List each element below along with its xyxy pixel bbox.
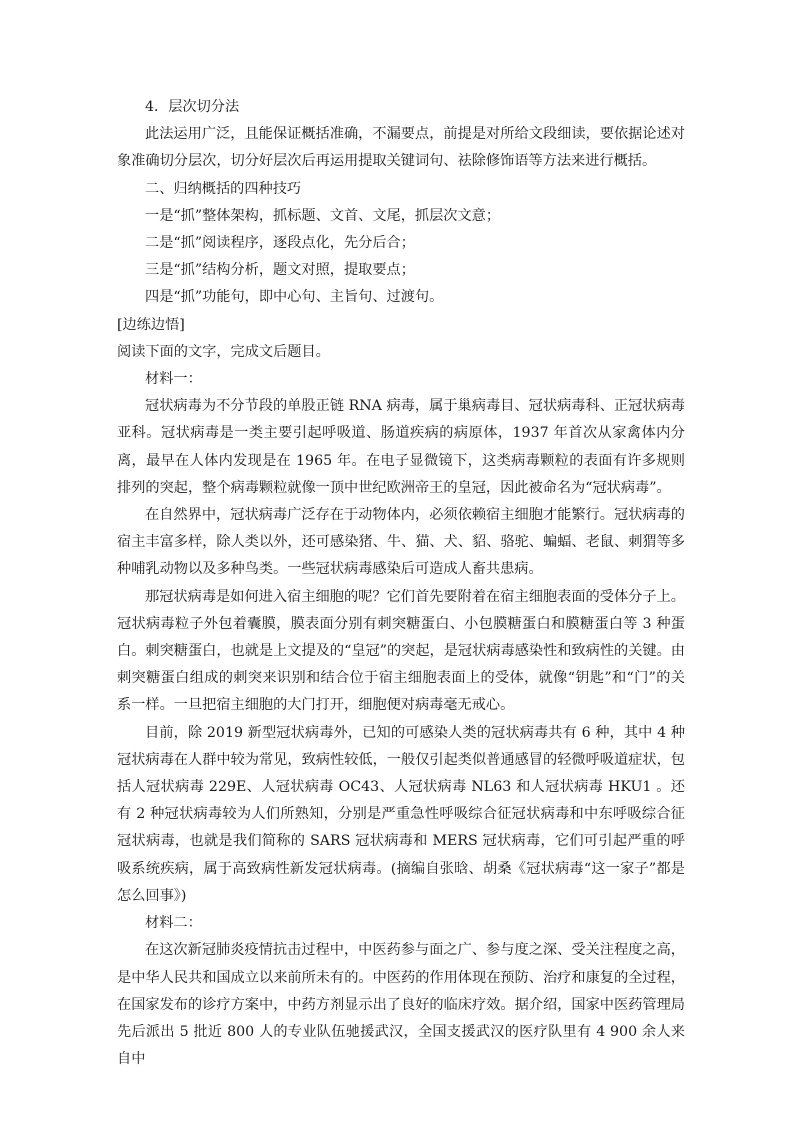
- material1-paragraph-4: 目前，除 2019 新型冠状病毒外，已知的可感染人类的冠状病毒共有 6 种，其中 4 种冠状病毒在人群中较为常见，致病性较低，一般仅引起类似普通感冒的轻微呼吸道症状，包括人冠状病毒 229E、人冠状病毒 OC43、人冠状病毒 NL63 和人冠状病毒 HKU1 。还有 2 种冠状病毒较为人们所熟知，分别是严重急性呼吸综合征冠状病毒和中东呼吸综合征冠状病毒，也就是我们简称的 SARS 冠状病毒和 MERS 冠状病毒，它们可引起严重的呼吸系统疾病，属于高致病性新发冠状病毒。(摘编自张晗、胡桑《冠状病毒“这一家子”都是怎么回事》): [117, 724, 685, 904]
- technique-3: 三是“抓”结构分析，题文对照，提取要点；: [145, 262, 415, 279]
- material1-paragraph-1: 冠状病毒为不分节段的单股正链 RNA 病毒，属于巢病毒目、冠状病毒科、正冠状病毒亚科。冠状病毒是一类主要引起呼吸道、肠道疾病的病原体，1937 年首次从家禽体内分离，最早在人体内发现是在 1965 年。在电子显微镜下，这类病毒颗粒的表面有许多规则排列的突起，整个病毒颗粒就像一顶中世纪欧洲帝王的皇冠，因此被命名为“冠状病毒”。: [117, 398, 685, 496]
- document-body: [117, 94, 685, 1073]
- method4-body: 此法运用广泛，且能保证概括准确，不漏要点，前提是对所给文段细读，要依据论述对象准确切分层次，切分好层次后再运用提取关键词句、祛除修饰语等方法来进行概括。: [117, 126, 685, 170]
- technique-1: 一是“抓”整体架构，抓标题、文首、文尾，抓层次文意；: [145, 207, 501, 224]
- technique-2: 二是“抓”阅读程序，逐段点化，先分后合；: [145, 235, 415, 252]
- reading-instruction: 阅读下面的文字，完成文后题目。: [117, 343, 330, 360]
- practice-label: [边练边悟]: [117, 316, 185, 333]
- material2-paragraph-1: 在这次新冠肺炎疫情抗击过程中，中医药参与面之广、参与度之深、受关注程度之高，是中华人民共和国成立以来前所未有的。中医药的作用体现在预防、治疗和康复的全过程，在国家发布的诊疗方案中，中药方剂显示出了良好的临床疗效。据介绍，国家中医药管理局先后派出 5 批近 800 人的专业队伍驰援武汉，全国支援武汉的医疗队里有 4 900 余人来自中: [117, 942, 685, 1068]
- material2-label: 材料二：: [145, 915, 202, 932]
- material1-paragraph-2: 在自然界中，冠状病毒广泛存在于动物体内，必须依赖宿主细胞才能繁行。冠状病毒的宿主丰富多样，除人类以外，还可感染猪、牛、猫、犬、貂、骆驼、蝙蝠、老鼠、刺猬等多种哺乳动物以及多种鸟类。一些冠状病毒感染后可造成人畜共患病。: [117, 507, 685, 578]
- material1-label: 材料一：: [145, 371, 202, 388]
- method4-heading: 4．层次切分法: [145, 99, 240, 115]
- technique-4: 四是“抓”功能句，即中心句、主旨句、过渡句。: [145, 289, 444, 306]
- techniques-heading: 二、归纳概括的四种技巧: [145, 180, 302, 197]
- material1-paragraph-3: 那冠状病毒是如何进入宿主细胞的呢？它们首先要附着在宿主细胞表面的受体分子上。冠状病毒粒子外包着囊膜，膜表面分别有刺突糖蛋白、小包膜糖蛋白和膜糖蛋白等 3 种蛋白。刺突糖蛋白，也就是上文提及的“皇冠”的突起，是冠状病毒感染性和致病性的关键。由刺突糖蛋白组成的刺突来识别和结合位于宿主细胞表面上的受体，就像“钥匙”和“门”的关系一样。一旦把宿主细胞的大门打开，细胞便对病毒毫无戒心。: [117, 588, 685, 714]
